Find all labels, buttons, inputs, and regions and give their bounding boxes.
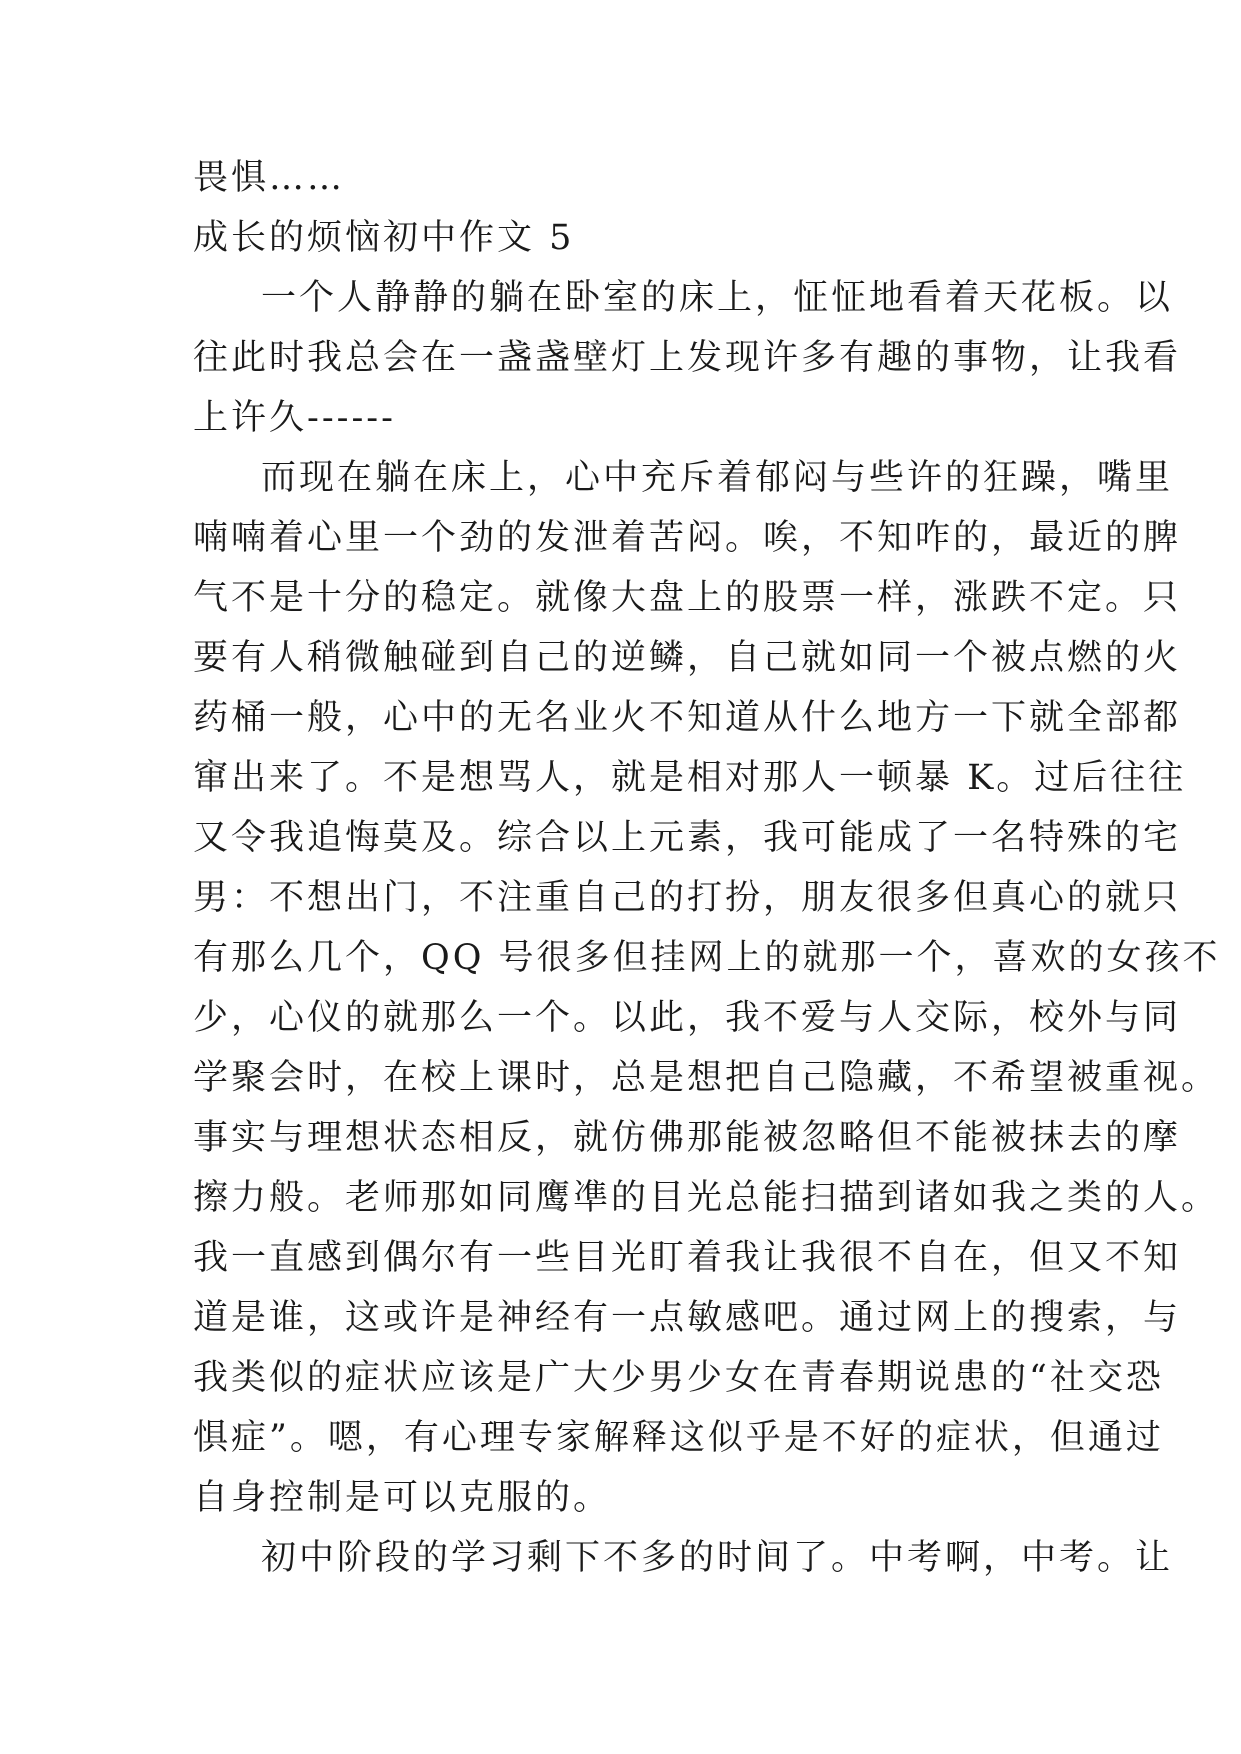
text-line: 少，心仪的就那么一个。以此，我不爱与人交际，校外与同	[193, 998, 1182, 1038]
text-line: 事实与理想状态相反，就仿佛那能被忽略但不能被抹去的摩	[193, 1118, 1182, 1158]
text-line: 畏惧……	[193, 158, 346, 198]
text-line: 自身控制是可以克服的。	[193, 1478, 612, 1518]
text-line: 要有人稍微触碰到自己的逆鳞，自己就如同一个被点燃的火	[193, 638, 1182, 678]
text-line: 有那么几个，QQ 号很多但挂网上的就那一个，喜欢的女孩不	[193, 938, 1221, 978]
text-line: 窜出来了。不是想骂人，就是相对那人一顿暴 K。过后往往	[193, 758, 1187, 798]
text-line: 我类似的症状应该是广大少男少女在青春期说患的“社交恐	[193, 1358, 1164, 1398]
text-line: 药桶一般，心中的无名业火不知道从什么地方一下就全部都	[193, 698, 1182, 738]
text-line: 而现在躺在床上，心中充斥着郁闷与些许的狂躁，嘴里	[261, 458, 1174, 498]
text-line: 惧症”。嗯，有心理专家解释这似乎是不好的症状，但通过	[193, 1418, 1164, 1458]
text-line: 往此时我总会在一盏盏壁灯上发现许多有趣的事物，让我看	[193, 338, 1182, 378]
text-line: 喃喃着心里一个劲的发泄着苦闷。唉，不知咋的，最近的脾	[193, 518, 1182, 558]
text-line: 一个人静静的躺在卧室的床上，怔怔地看着天花板。以	[261, 278, 1174, 318]
text-line: 道是谁，这或许是神经有一点敏感吧。通过网上的搜索，与	[193, 1298, 1182, 1338]
text-line: 我一直感到偶尔有一些目光盯着我让我很不自在，但又不知	[193, 1238, 1182, 1278]
text-line: 学聚会时，在校上课时，总是想把自己隐藏，不希望被重视。	[193, 1058, 1220, 1098]
text-line: 擦力般。老师那如同鹰凖的目光总能扫描到诸如我之类的人。	[193, 1178, 1220, 1218]
essay-title: 成长的烦恼初中作文 5	[193, 218, 575, 258]
text-line: 又令我追悔莫及。综合以上元素，我可能成了一名特殊的宅	[193, 818, 1182, 858]
text-line: 气不是十分的稳定。就像大盘上的股票一样，涨跌不定。只	[193, 578, 1182, 618]
text-line: 男：不想出门，不注重自己的打扮，朋友很多但真心的就只	[193, 878, 1182, 918]
text-line: 初中阶段的学习剩下不多的时间了。中考啊，中考。让	[261, 1538, 1174, 1578]
text-line: 上许久------	[193, 398, 396, 438]
